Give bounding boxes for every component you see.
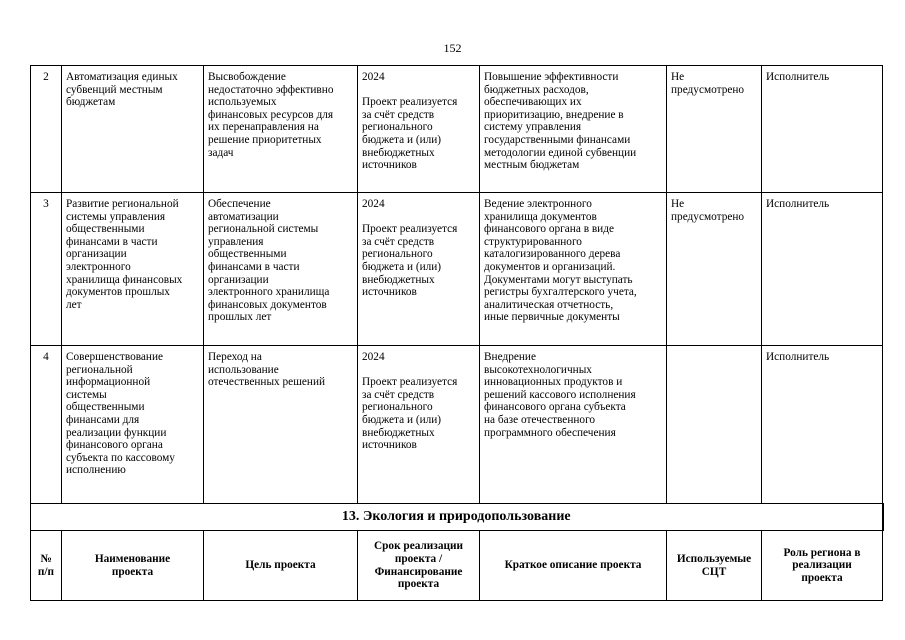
table-row [31, 346, 883, 504]
project-description-cell: Внедрение высокотехнологичных инновационных продуктов и решений кассового исполнения финансового органа субъекта на базе отечественного программного обеспечения [480, 346, 667, 504]
project-description-cell: Ведение электронного хранилища документов финансового органа в виде структурированного каталогизированного дерева документов и организаций. Документами могут выступать регистры бухгалтерского учета, аналитическая отчетность, иные первичные документы [480, 193, 667, 346]
project-term-cell: 2024 Проект реализуется за счёт средств регионального бюджета и (или) внебюджетных источников [358, 193, 480, 346]
section-title: 13. Экология и природопользование [31, 504, 883, 531]
header-term: Срок реализации проекта / Финансирование проекта [358, 531, 480, 601]
technologies-cell [667, 346, 762, 504]
project-name-cell: Автоматизация единых субвенций местным бюджетам [62, 66, 204, 193]
header-name: Наименование проекта [62, 531, 204, 601]
technologies-cell: Не предусмотрено [667, 193, 762, 346]
header-description: Краткое описание проекта [480, 531, 667, 601]
header-role: Роль региона в реализации проекта [762, 531, 883, 601]
project-goal-cell: Обеспечение автоматизации региональной системы управления общественными финансами в части организации электронного хранилища финансовых документов прошлых лет [204, 193, 358, 346]
section-row [31, 504, 883, 531]
page-number: 152 [443, 41, 462, 55]
header-num: № п/п [31, 531, 62, 601]
project-description-cell: Повышение эффективности бюджетных расходов, обеспечивающих их приоритизацию, внедрение в систему управления государственными финансами методологии единой субвенции местным бюджетам [480, 66, 667, 193]
row-number: 3 [31, 193, 62, 346]
table-row [31, 193, 883, 346]
region-role-cell: Исполнитель [762, 66, 883, 193]
project-name-cell: Совершенствование региональной информационной системы общественными финансами для реализации функции финансового органа субъекта по кассовому исполнению [62, 346, 204, 504]
project-term-cell: 2024 Проект реализуется за счёт средств регионального бюджета и (или) внебюджетных источников [358, 66, 480, 193]
region-role-cell: Исполнитель [762, 346, 883, 504]
header-technologies: Используемые СЦТ [667, 531, 762, 601]
project-goal-cell: Высвобождение недостаточно эффективно используемых финансовых ресурсов для их перенаправления на решение приоритетных задач [204, 66, 358, 193]
row-number: 4 [31, 346, 62, 504]
table-row [31, 66, 883, 193]
header-goal: Цель проекта [204, 531, 358, 601]
row-number: 2 [31, 66, 62, 193]
project-name-cell: Развитие региональной системы управления общественными финансами в части организации электронного хранилища финансовых документов прошлых лет [62, 193, 204, 346]
project-term-cell: 2024 Проект реализуется за счёт средств регионального бюджета и (или) внебюджетных источников [358, 346, 480, 504]
header-row [31, 531, 883, 601]
region-role-cell: Исполнитель [762, 193, 883, 346]
project-goal-cell: Переход на использование отечественных решений [204, 346, 358, 504]
technologies-cell: Не предусмотрено [667, 66, 762, 193]
projects-table [30, 65, 884, 601]
